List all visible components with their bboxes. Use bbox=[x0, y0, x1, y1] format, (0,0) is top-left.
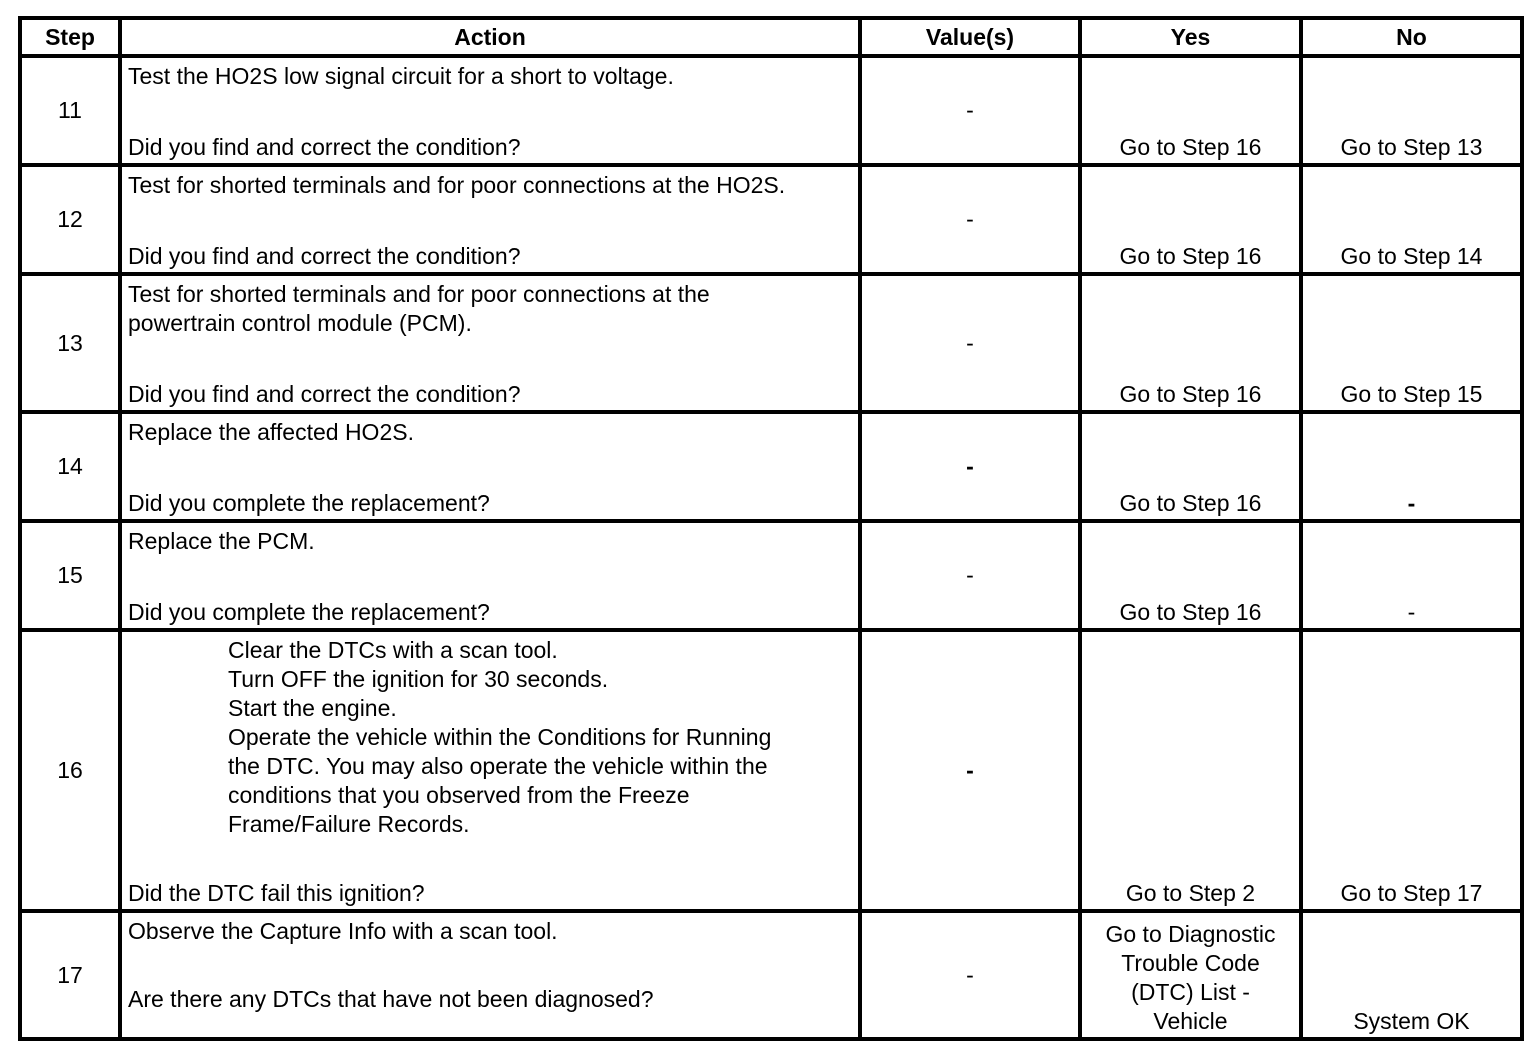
no-cell bbox=[1301, 911, 1522, 1039]
table-row bbox=[20, 165, 1522, 274]
action-instruction: Observe the Capture Info with a scan tool. bbox=[128, 918, 558, 944]
action-instruction: Clear the DTCs with a scan tool. Turn OFF the ignition for 30 seconds. Start the engine. Operate the vehicle within the Conditions for Running the DTC. You may also operate the vehicle within the conditions that you observed from the Freeze Frame/Failure Records. bbox=[228, 637, 772, 837]
step-number: 15 bbox=[20, 521, 120, 630]
action-question: Did you complete the replacement? bbox=[128, 490, 490, 516]
value-cell: - bbox=[860, 630, 1080, 911]
step-number: 13 bbox=[20, 274, 120, 412]
no-cell bbox=[1301, 521, 1522, 630]
no-result: Go to Step 14 bbox=[1340, 243, 1483, 269]
header-values: Value(s) bbox=[860, 18, 1080, 56]
action-question: Are there any DTCs that have not been diagnosed? bbox=[128, 986, 654, 1012]
table-row bbox=[20, 521, 1522, 630]
action-cell bbox=[120, 165, 860, 274]
action-question: Did you find and correct the condition? bbox=[128, 243, 521, 269]
table-row bbox=[20, 56, 1522, 165]
action-instruction: Replace the affected HO2S. bbox=[128, 419, 414, 445]
action-cell bbox=[120, 911, 860, 1039]
step-number: 12 bbox=[20, 165, 120, 274]
value-cell: - bbox=[860, 412, 1080, 521]
no-cell bbox=[1301, 274, 1522, 412]
yes-cell bbox=[1080, 630, 1301, 911]
yes-cell bbox=[1080, 521, 1301, 630]
header-yes: Yes bbox=[1080, 18, 1301, 56]
yes-cell bbox=[1080, 274, 1301, 412]
yes-cell bbox=[1080, 412, 1301, 521]
header-action: Action bbox=[120, 18, 860, 56]
step-number: 11 bbox=[20, 56, 120, 165]
no-cell bbox=[1301, 165, 1522, 274]
yes-result: Go to Step 16 bbox=[1119, 490, 1262, 516]
yes-result: Go to Step 16 bbox=[1119, 134, 1262, 160]
no-result: - bbox=[1407, 599, 1416, 625]
action-question: Did you complete the replacement? bbox=[128, 599, 490, 625]
no-cell bbox=[1301, 56, 1522, 165]
no-cell bbox=[1301, 412, 1522, 521]
value-cell: - bbox=[860, 165, 1080, 274]
value-cell: - bbox=[860, 56, 1080, 165]
value-cell: - bbox=[860, 911, 1080, 1039]
yes-result: Go to Step 2 bbox=[1125, 880, 1256, 906]
action-question: Did you find and correct the condition? bbox=[128, 134, 521, 160]
yes-result: Go to Step 16 bbox=[1119, 243, 1262, 269]
header-step: Step bbox=[20, 18, 120, 56]
yes-cell bbox=[1080, 911, 1301, 1039]
no-result: Go to Step 15 bbox=[1340, 381, 1483, 407]
action-instruction: Replace the PCM. bbox=[128, 528, 315, 554]
step-number: 16 bbox=[20, 630, 120, 911]
yes-result: Go to Step 16 bbox=[1119, 599, 1262, 625]
table-row bbox=[20, 911, 1522, 1039]
action-cell bbox=[120, 412, 860, 521]
header-no: No bbox=[1301, 18, 1522, 56]
no-result: - bbox=[1407, 490, 1416, 516]
action-question: Did you find and correct the condition? bbox=[128, 381, 521, 407]
diagnostic-steps-table bbox=[18, 16, 1524, 1041]
no-result: Go to Step 17 bbox=[1340, 880, 1483, 906]
action-cell bbox=[120, 56, 860, 165]
action-instruction: Test for shorted terminals and for poor connections at the powertrain control module (PCM). bbox=[128, 281, 710, 336]
action-cell bbox=[120, 521, 860, 630]
action-cell bbox=[120, 274, 860, 412]
yes-cell bbox=[1080, 165, 1301, 274]
no-cell bbox=[1301, 630, 1522, 911]
table-row bbox=[20, 630, 1522, 911]
table-row bbox=[20, 274, 1522, 412]
yes-cell bbox=[1080, 56, 1301, 165]
step-number: 14 bbox=[20, 412, 120, 521]
action-question: Did the DTC fail this ignition? bbox=[128, 880, 425, 906]
action-instruction: Test for shorted terminals and for poor connections at the HO2S. bbox=[128, 172, 786, 198]
header-row bbox=[20, 18, 1522, 56]
step-number: 17 bbox=[20, 911, 120, 1039]
table-row bbox=[20, 412, 1522, 521]
no-result: Go to Step 13 bbox=[1340, 134, 1483, 160]
action-cell bbox=[120, 630, 860, 911]
no-result: System OK bbox=[1353, 1008, 1470, 1034]
value-cell: - bbox=[860, 521, 1080, 630]
value-cell: - bbox=[860, 274, 1080, 412]
action-instruction: Test the HO2S low signal circuit for a short to voltage. bbox=[128, 63, 674, 89]
yes-result: Go to Diagnostic Trouble Code (DTC) List - Vehicle bbox=[1105, 921, 1276, 1034]
yes-result: Go to Step 16 bbox=[1119, 381, 1262, 407]
